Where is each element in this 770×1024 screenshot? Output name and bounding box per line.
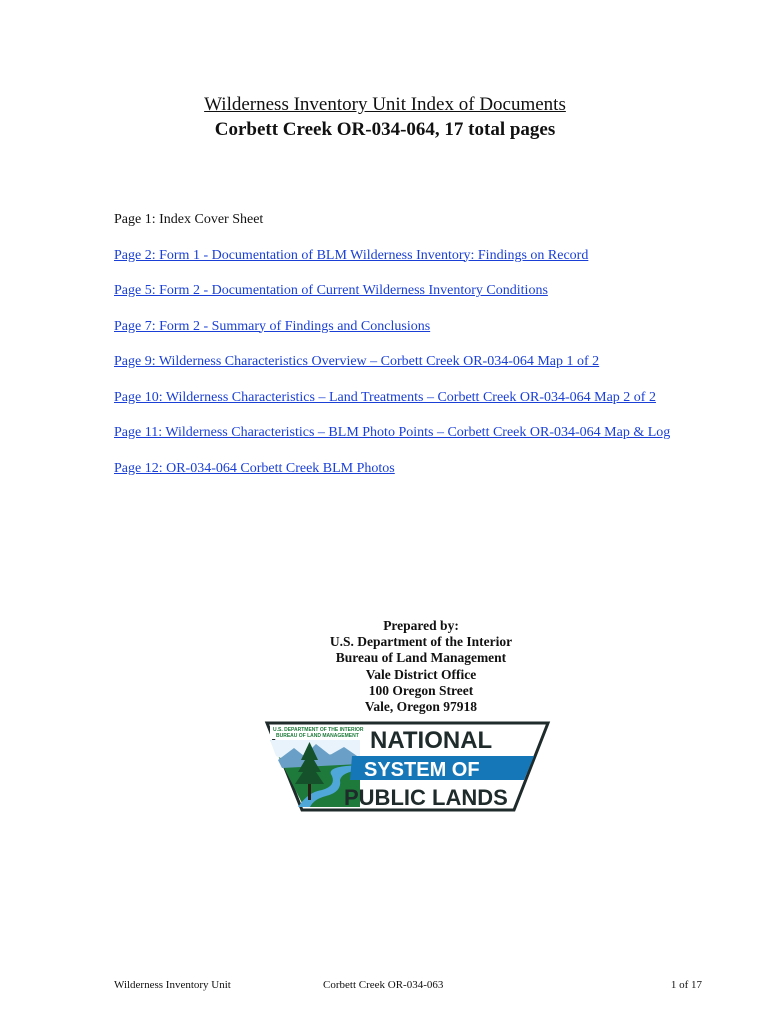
document-heading — [0, 94, 770, 142]
prepared-by-label: Prepared by: — [383, 618, 459, 633]
logo-word-national: NATIONAL — [370, 727, 493, 754]
toc-link-page-5[interactable]: Page 5: Form 2 - Documentation of Current Wilderness Inventory Conditions — [114, 283, 548, 298]
logo-word-public-lands: PUBLIC LANDS — [344, 785, 508, 810]
page-footer — [0, 978, 770, 994]
prepared-by-department: U.S. Department of the Interior — [329, 634, 513, 650]
badge-line-1: U.S. DEPARTMENT OF THE INTERIOR — [273, 727, 364, 733]
toc-link-page-7[interactable]: Page 7: Form 2 - Summary of Findings and Conclusions — [114, 318, 431, 334]
prepared-by-office: Vale District Office — [365, 666, 477, 682]
toc-link-page-2[interactable]: Page 2: Form 1 - Documentation of BLM Wilderness Inventory: Findings on Record — [114, 247, 589, 263]
logo-word-system-of: SYSTEM OF — [364, 759, 480, 781]
toc-link-page-11[interactable]: Page 11: Wilderness Characteristics – BLM Photo Points – Corbett Creek OR-034-064 Map & Log — [114, 425, 671, 440]
badge-line-2: BUREAU OF LAND MANAGEMENT — [276, 733, 359, 739]
prepared-by-bureau: Bureau of Land Management — [335, 650, 507, 666]
document-title: Wilderness Inventory Unit Index of Documents — [204, 94, 566, 115]
prepared-by-city: Vale, Oregon 97918 — [364, 699, 478, 715]
toc-link-page-12[interactable]: Page 12: OR-034-064 Corbett Creek BLM Photos — [114, 460, 395, 476]
footer-left-text: Wilderness Inventory Unit — [114, 979, 231, 991]
toc-link-page-9[interactable]: Page 9: Wilderness Characteristics Overview – Corbett Creek OR-034-064 Map 1 of 2 — [114, 354, 600, 369]
table-of-contents — [114, 211, 734, 495]
national-system-of-public-lands-logo — [264, 720, 554, 814]
toc-link-page-10[interactable]: Page 10: Wilderness Characteristics – Land Treatments – Corbett Creek OR-034-064 Map 2 of 2 — [114, 389, 656, 405]
page-number: 1 of 17 — [670, 979, 702, 991]
prepared-by-street: 100 Oregon Street — [368, 682, 474, 698]
document-subtitle: Corbett Creek OR-034-064, 17 total pages — [214, 119, 556, 140]
footer-center-text: Corbett Creek OR-034-063 — [323, 979, 444, 991]
toc-cover-entry: Page 1: Index Cover Sheet — [114, 212, 264, 227]
prepared-by-block — [262, 618, 580, 715]
